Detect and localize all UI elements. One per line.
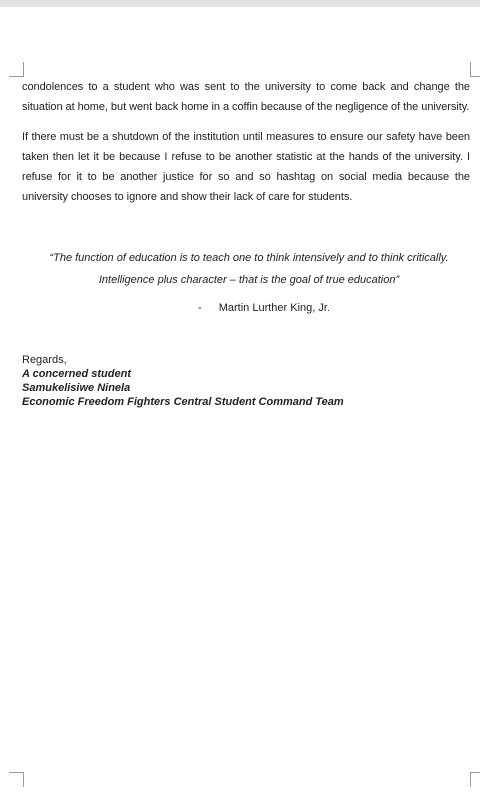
page-corner-mark-bottom-right <box>470 772 480 787</box>
quote-block <box>22 247 470 291</box>
closing-line-3: Economic Freedom Fighters Central Student Command Team <box>22 396 344 408</box>
closing-block <box>22 353 470 409</box>
page-corner-mark-top-left <box>9 62 24 77</box>
closing-line-1: A concerned student <box>22 368 131 380</box>
closing-line-2: Samukelisiwe Ninela <box>22 382 131 394</box>
quote-line-2: Intelligence plus character – that is the goal of true education” <box>98 274 400 286</box>
attribution-dash: - <box>197 302 202 314</box>
body-paragraph-2: If there must be a shutdown of the institution until measures to ensure our safety have been taken then let it be because I refuse to be another statistic at the hands of the university. I refuse for it to be another justice for so and so hashtag on social media because the university chooses to ignore and show their lack of care for students. <box>22 131 470 203</box>
attribution-name: Martin Lurther King, Jr. <box>218 302 330 314</box>
closing-regards: Regards, <box>22 354 67 366</box>
document-page <box>22 77 470 409</box>
quote-attribution <box>22 299 470 317</box>
body-paragraph-1: condolences to a student who was sent to the university to come back and change the situation at home, but went back home in a coffin because of the negligence of the university. <box>22 81 470 113</box>
page-corner-mark-top-right <box>470 62 480 77</box>
quote-line-1: “The function of education is to teach one to think intensively and to think critically. <box>49 252 449 264</box>
viewer-top-bar <box>0 0 480 7</box>
page-corner-mark-bottom-left <box>9 772 24 787</box>
